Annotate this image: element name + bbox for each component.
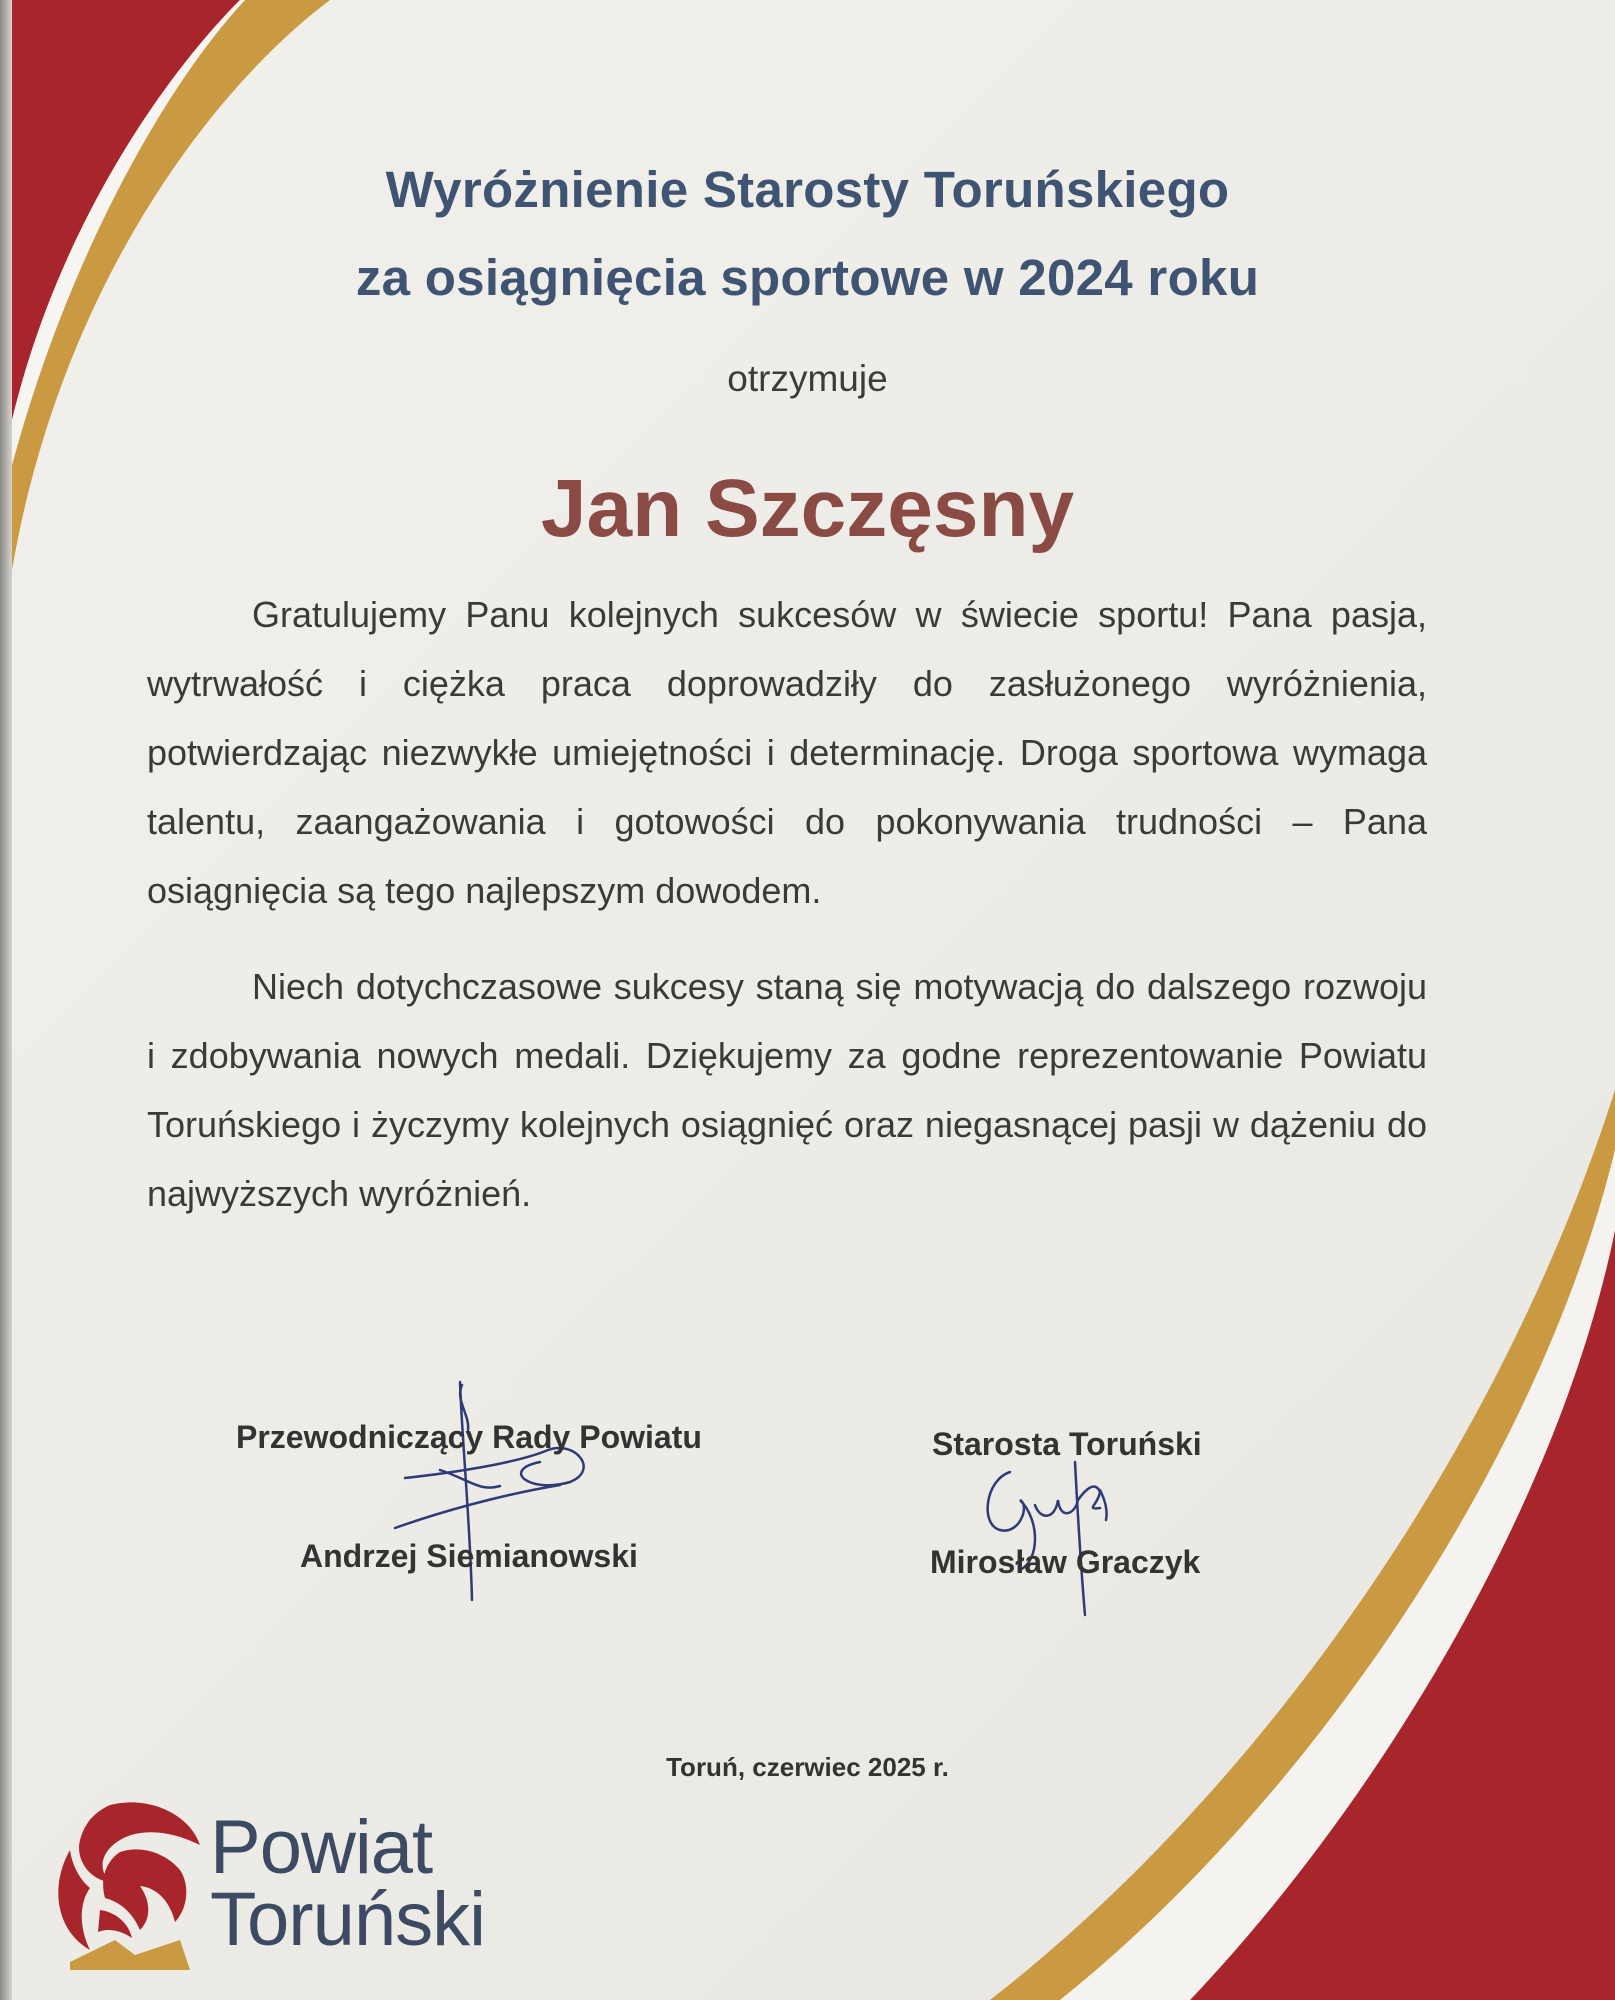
signature-right <box>988 1462 1107 1615</box>
eagle-emblem-icon <box>40 1790 205 1975</box>
right-signatory-name: Mirosław Graczyk <box>930 1544 1201 1580</box>
logo-text-powiat: Powiat <box>210 1805 433 1890</box>
left-signatory-role: Przewodniczący Rady Powiatu <box>236 1419 702 1455</box>
left-signatory-name: Andrzej Siemianowski <box>300 1538 638 1574</box>
body-paragraph-1: Gratulujemy Panu kolejnych sukcesów w świecie sportu! Pana pasja, wytrwałość i ciężka praca doprowadziły do zasłużonego wyróżnienia, potwierdzając niezwykłe umiejętności i determinację. Droga sportowa wymaga talentu, zaangażowania i gotowości do pokonywania trudności – Pana osiągnięcia są tego najlepszym dowodem. <box>147 594 1427 911</box>
powiat-torunski-logo <box>40 1790 600 1975</box>
recipient-name: Jan Szczęsny <box>540 463 1075 554</box>
receives-label: otrzymuje <box>727 358 888 399</box>
title-line-1: Wyróżnienie Starosty Toruńskiego <box>385 161 1230 218</box>
right-signatory-role: Starosta Toruński <box>932 1426 1202 1462</box>
place-and-date: Toruń, czerwiec 2025 r. <box>666 1752 949 1782</box>
logo-text-torunski: Toruński <box>210 1877 485 1962</box>
title-line-2: za osiągnięcia sportowe w 2024 roku <box>355 249 1260 306</box>
body-paragraph-2: Niech dotychczasowe sukcesy staną się motywacją do dalszego rozwoju i zdobywania nowych medali. Dziękujemy za godne reprezentowanie Powiatu Toruńskiego i życzymy kolejnych osiągnięć oraz niegasnącej pasji w dążeniu do najwyższych wyróżnień. <box>147 966 1427 1214</box>
